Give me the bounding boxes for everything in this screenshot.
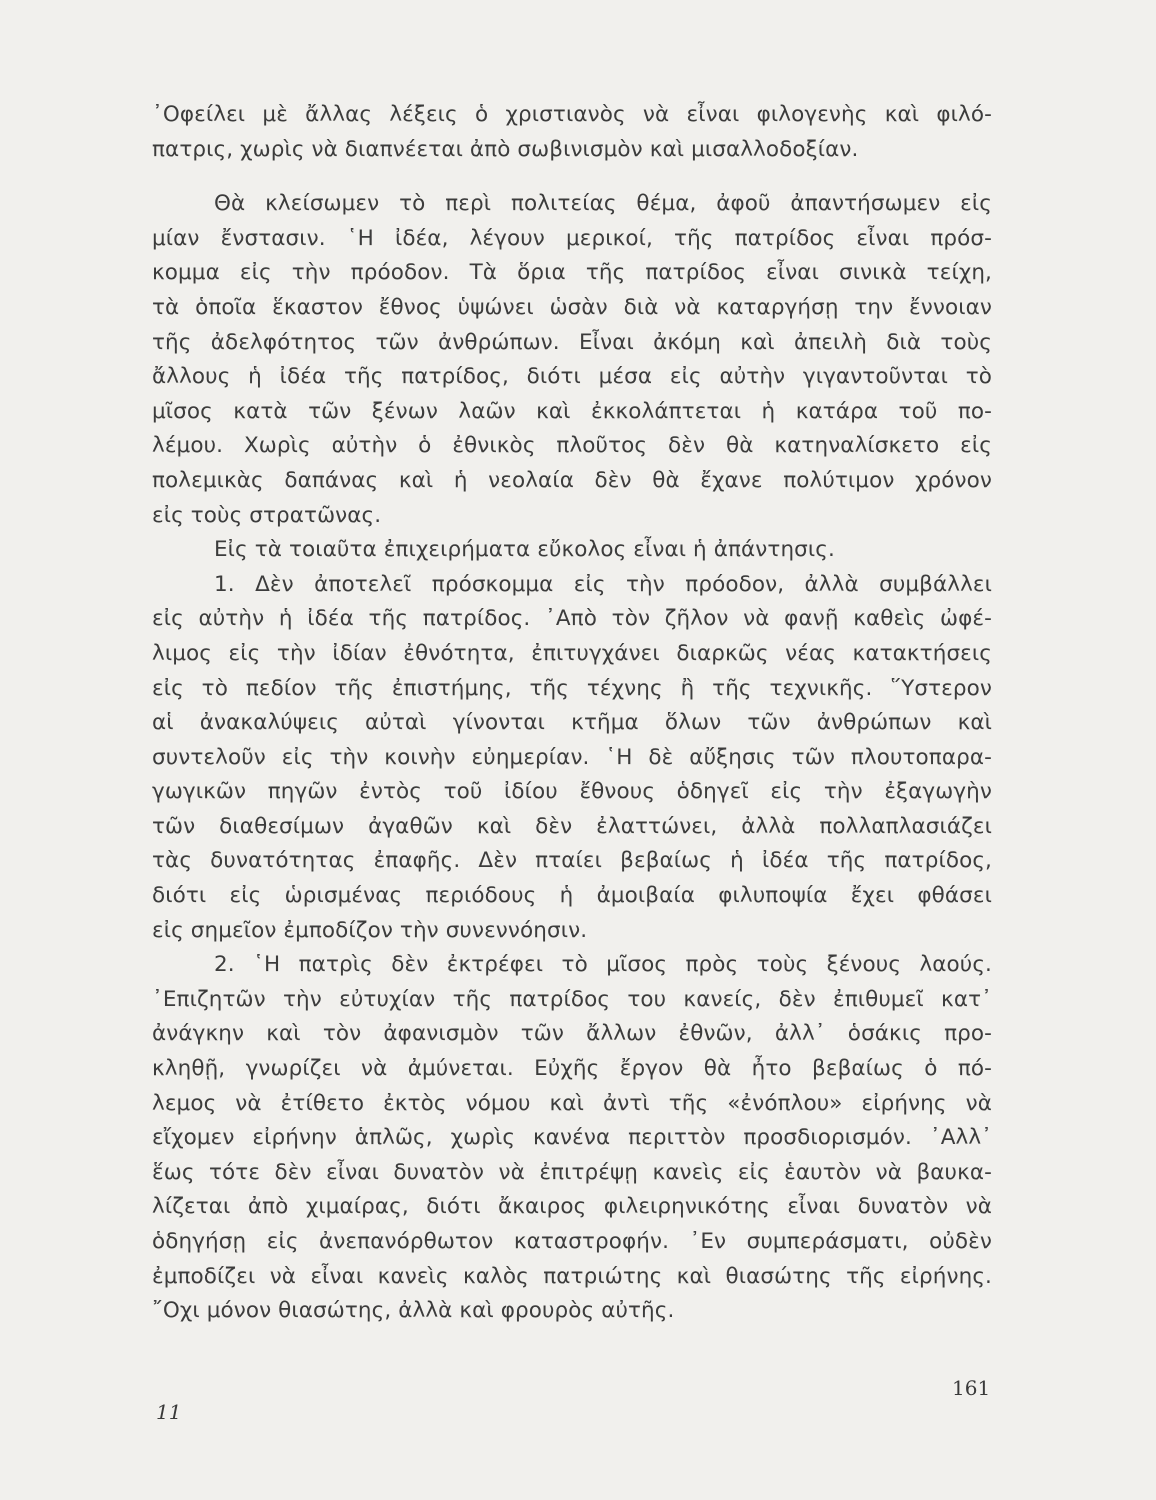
- text-line: λίζεται ἀπὸ χιμαίρας, διότι ἄκαιρος φιλειρηνικότης εἶναι δυνατὸν νὰ: [152, 1194, 992, 1220]
- text-line: λιμος εἰς τὴν ἰδίαν ἐθνότητα, ἐπιτυγχάνει διαρκῶς νέας κατακτήσεις: [152, 640, 992, 666]
- text-line: ἄλλους ἡ ἰδέα τῆς πατρίδος, διότι μέσα εἰς αὐτὴν γιγαντοῦνται τὸ: [152, 364, 992, 390]
- text-line: ὁδηγήσῃ εἰς ἀνεπανόρθωτον καταστροφήν. ᾿Εν συμπεράσματι, οὐδὲν: [152, 1229, 992, 1254]
- text-line: κληθῇ, γνωρίζει νὰ ἀμύνεται. Εὐχῆς ἔργον θὰ ἦτο βεβαίως ὁ πό-: [152, 1056, 992, 1082]
- text-line: λέμου. Χωρὶς αὐτὴν ὁ ἐθνικὸς πλοῦτος δὲν θὰ κατηναλίσκετο εἰς: [152, 433, 992, 459]
- text-line: διότι εἰς ὡρισμένας περιόδους ἡ ἀμοιβαία φιλυποψία ἔχει φθάσει: [152, 883, 992, 909]
- text-line: 1. Δὲν ἀποτελεῖ πρόσκομμα εἰς τὴν πρόοδον, ἀλλὰ συμβάλλει: [214, 571, 992, 597]
- text-line: Εἰς τὰ τοιαῦτα ἐπιχειρήματα εὔκολος εἶναι ἡ ἀπάντησις.: [214, 537, 835, 563]
- text-line: τὰ ὁποῖα ἕκαστον ἔθνος ὑψώνει ὡσὰν διὰ νὰ καταργήσῃ την ἔννοιαν: [152, 294, 992, 320]
- text-line: τῆς ἀδελφότητος τῶν ἀνθρώπων. Εἶναι ἀκόμη καὶ ἀπειλὴ διὰ τοὺς: [152, 329, 992, 355]
- signature-mark: 11: [156, 1400, 182, 1424]
- text-line: ἐμποδίζει νὰ εἶναι κανεὶς καλὸς πατριώτης καὶ θιασώτης τῆς εἰρήνης.: [152, 1263, 992, 1289]
- text-line: πατρις, χωρὶς νὰ διαπνέεται ἀπὸ σωβινισμὸν καὶ μισαλλοδοξίαν.: [152, 136, 859, 162]
- text-line: τὰς δυνατότητας ἐπαφῆς. Δὲν πταίει βεβαίως ἡ ἰδέα τῆς πατρίδος,: [152, 848, 992, 874]
- text-line: ἀνάγκην καὶ τὸν ἀφανισμὸν τῶν ἄλλων ἐθνῶν, ἀλλ᾿ ὁσάκις προ-: [152, 1021, 992, 1047]
- text-line: πολεμικὰς δαπάνας καὶ ἡ νεολαία δὲν θὰ ἔχανε πολύτιμον χρόνον: [152, 467, 992, 493]
- text-line: εἰς αὐτὴν ἡ ἰδέα τῆς πατρίδος. ᾿Απὸ τὸν ζῆλον νὰ φανῇ καθεὶς ὠφέ-: [152, 606, 992, 632]
- text-line: λεμος νὰ ἐτίθετο ἐκτὸς νόμου καὶ ἀντὶ τῆς «ἐνόπλου» εἰρήνης νὰ: [152, 1090, 992, 1116]
- text-line: εἰς τὸ πεδίον τῆς ἐπιστήμης, τῆς τέχνης ἢ τῆς τεχνικῆς. ῞Υστερον: [152, 675, 992, 701]
- text-line: μῖσος κατὰ τῶν ξένων λαῶν καὶ ἐκκολάπτεται ἡ κατάρα τοῦ πο-: [152, 398, 992, 424]
- text-line: ᾿Οφείλει μὲ ἄλλας λέξεις ὁ χριστιανὸς νὰ εἶναι φιλογενὴς καὶ φιλό-: [152, 102, 992, 127]
- text-line: αἱ ἀνακαλύψεις αὐταὶ γίνονται κτῆμα ὅλων τῶν ἀνθρώπων καὶ: [152, 710, 992, 736]
- text-line: εἴχομεν εἰρήνην ἁπλῶς, χωρὶς κανένα περιττὸν προσδιορισμόν. ᾿Αλλ᾿: [152, 1125, 992, 1151]
- page-body-text: [152, 98, 992, 1329]
- text-line: ῎Οχι μόνον θιασώτης, ἀλλὰ καὶ φρουρὸς αὐτῆς.: [152, 1298, 675, 1324]
- text-line: συντελοῦν εἰς τὴν κοινὴν εὐημερίαν. ῾Η δὲ αὔξησις τῶν πλουτοπαρα-: [152, 744, 992, 770]
- text-line: κομμα εἰς τὴν πρόοδον. Τὰ ὅρια τῆς πατρίδος εἶναι σινικὰ τείχη,: [152, 260, 992, 286]
- text-line: ἕως τότε δὲν εἶναι δυνατὸν νὰ ἐπιτρέψῃ κανεὶς εἰς ἑαυτὸν νὰ βαυκα-: [152, 1159, 992, 1185]
- text-line: 2. ῾Η πατρὶς δὲν ἐκτρέφει τὸ μῖσος πρὸς τοὺς ξένους λαούς.: [214, 952, 992, 978]
- text-line: Θὰ κλείσωμεν τὸ περὶ πολιτείας θέμα, ἀφοῦ ἀπαντήσωμεν εἰς: [214, 191, 992, 217]
- text-line: ᾿Επιζητῶν τὴν εὐτυχίαν τῆς πατρίδος του κανείς, δὲν ἐπιθυμεῖ κατ᾿: [152, 986, 992, 1012]
- text-line: εἰς τοὺς στρατῶνας.: [152, 502, 382, 528]
- paragraph-gap: [152, 167, 992, 187]
- page-number: 161: [952, 1376, 991, 1400]
- text-line: εἰς σημεῖον ἐμποδίζον τὴν συνεννόησιν.: [152, 917, 588, 943]
- text-line: μίαν ἔνστασιν. ῾Η ἰδέα, λέγουν μερικοί, τῆς πατρίδος εἶναι πρόσ-: [152, 225, 992, 251]
- text-line: τῶν διαθεσίμων ἀγαθῶν καὶ δὲν ἐλαττώνει, ἀλλὰ πολλαπλασιάζει: [152, 813, 992, 839]
- text-line: γωγικῶν πηγῶν ἐντὸς τοῦ ἰδίου ἔθνους ὁδηγεῖ εἰς τὴν ἐξαγωγὴν: [152, 779, 992, 805]
